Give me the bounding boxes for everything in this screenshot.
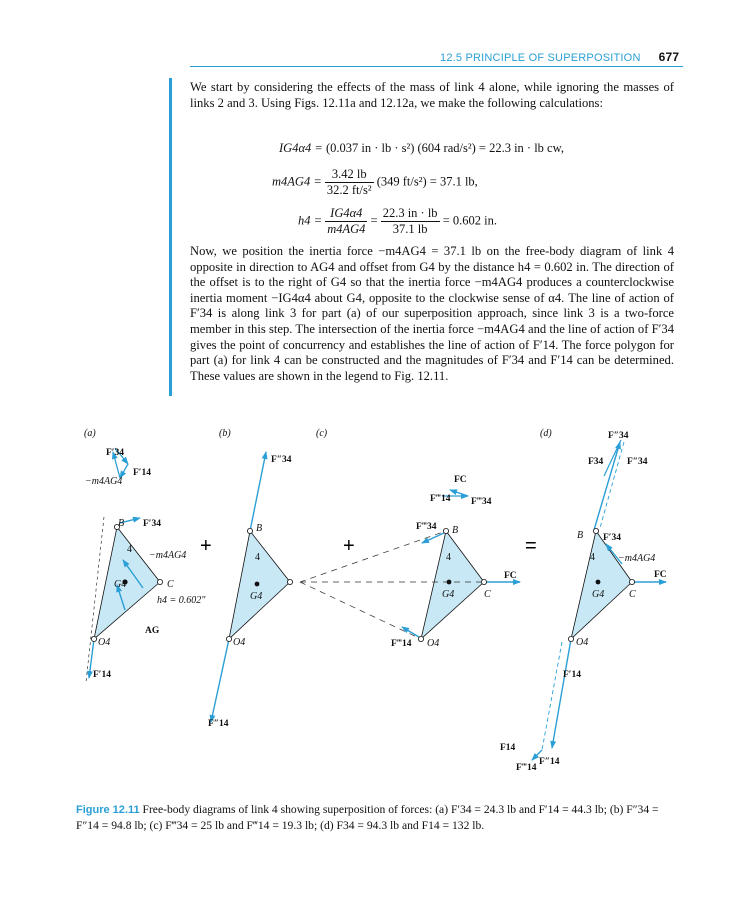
label-ag: AG xyxy=(145,626,160,636)
g4-dot-d xyxy=(596,580,601,585)
label-fc-d: FC xyxy=(654,570,667,580)
label-o4-b: O4 xyxy=(233,637,246,648)
label-f34pp-d2: F″34 xyxy=(627,457,648,467)
dash-line-lower xyxy=(300,582,421,639)
eq3-den1: m4AG4 xyxy=(327,222,366,236)
figure-diagram xyxy=(0,420,737,780)
panel-label-c: (c) xyxy=(316,428,328,439)
f14-dash-d xyxy=(542,642,562,750)
label-g4-b: G4 xyxy=(250,591,263,602)
label-f14pp-d: F″14 xyxy=(539,757,560,767)
g4-dot-b xyxy=(255,582,260,587)
pin-o4-b xyxy=(226,636,231,641)
pin-c-b xyxy=(287,579,292,584)
label-b-a: B xyxy=(118,518,125,529)
eq3-fraction-2 xyxy=(381,206,440,237)
label-c-a: C xyxy=(167,579,174,590)
f34-arrow-d xyxy=(594,442,620,530)
pin-o4-a xyxy=(91,636,96,641)
label-f14pp: F″14 xyxy=(208,719,229,729)
label-f34p-d: F′34 xyxy=(603,533,621,543)
eq2-rhs: (349 ft/s²) = 37.1 lb, xyxy=(376,174,478,189)
label-fc-poly: FC xyxy=(454,475,467,485)
equation-1 xyxy=(279,141,564,156)
eq3-equals: = xyxy=(370,213,378,228)
pin-c-c xyxy=(481,579,486,584)
panel-label-b: (b) xyxy=(219,428,231,439)
g4-dot-c xyxy=(447,580,452,585)
running-head xyxy=(440,50,679,64)
link4-shape-b xyxy=(229,531,290,639)
panel-a xyxy=(85,448,206,682)
plus-operator-1: + xyxy=(200,535,212,557)
f14pp-arrow-b xyxy=(211,639,229,722)
f34pp-dash-d xyxy=(600,442,624,528)
section-title: 12.5 PRINCIPLE OF SUPERPOSITION xyxy=(440,52,641,64)
panel-b xyxy=(208,452,293,729)
caption-text: Free-body diagrams of link 4 showing superposition of forces: (a) F′34 = 24.3 lb and F′14 = 44.3 lb; (b) F″34 = F″14 = 94.8 lb; (c) F‴34 = 25 lb and F‴14 = 19.3 lb; (d) F34 = 94.3 lb and F14 = 132 lb. xyxy=(76,802,659,832)
label-f34ppp-poly: F‴34 xyxy=(471,497,492,507)
eq3-lhs: h4 = xyxy=(298,213,323,228)
label-link4-a: 4 xyxy=(127,544,132,555)
label-b-b: B xyxy=(256,523,263,534)
equals-operator: = xyxy=(525,535,537,557)
link4-shape-c xyxy=(421,531,484,639)
panel-label-d: (d) xyxy=(540,428,552,439)
equation-3 xyxy=(298,206,497,237)
label-f14p-d: F′14 xyxy=(563,670,581,680)
pin-b-b xyxy=(247,528,252,533)
eq2-numerator: 3.42 lb xyxy=(325,167,374,183)
f14ppp-arrow-c xyxy=(402,627,419,637)
pin-c-d xyxy=(629,579,634,584)
label-o4-c: O4 xyxy=(427,638,440,649)
eq1-rhs: (0.037 in · lb · s²) (604 rad/s²) = 22.3 in · lb cw, xyxy=(325,141,564,155)
label-fc-c: FC xyxy=(504,571,517,581)
label-f34p: F′34 xyxy=(106,448,124,458)
pin-o4-c xyxy=(418,636,423,641)
panel-c xyxy=(300,475,520,649)
label-inertia-a: −m4AG4 xyxy=(85,476,123,487)
label-link4-c: 4 xyxy=(446,552,451,563)
label-g4-c: G4 xyxy=(442,589,455,600)
label-c-c: C xyxy=(484,589,491,600)
eq3-num2: 22.3 in · lb xyxy=(382,206,438,220)
label-h4: h4 = 0.602" xyxy=(157,595,206,606)
pin-o4-d xyxy=(568,636,573,641)
label-f14p: F′14 xyxy=(93,670,111,680)
label-inertia-a2: −m4AG4 xyxy=(149,550,187,561)
poly-f34-c xyxy=(450,490,468,496)
eq2-lhs: m4AG4 = xyxy=(272,174,322,189)
label-o4-a: O4 xyxy=(98,637,111,648)
body-paragraph: Now, we position the inertia force −m4AG4 = 37.1 lb on the free-body diagram of link 4 opposite in direction to AG4 and offset from G4 by the distance h4 = 0.602 in. The direction of the offset is to the right of G4 so that the inertia force −m4AG4 produces a counterclockwise inertia moment −IG4α4 about G4, opposite to the clockwise sense of α4. The line of action of F′34 is along link 3 for part (a) of our superposition approach, since link 3 is a two-force member in this step. The intersection of the inertia force −m4AG4 and the line of action of F′34 gives the point of concurrency and establishes the line of action of F′14. The force polygon for part (a) for link 4 can be constructed and the magnitudes of F′34 and F′14 can be determined. These values are shown in the legend to Fig. 12.11. xyxy=(190,244,674,383)
page-number: 677 xyxy=(658,50,680,64)
label-b-c: B xyxy=(452,525,459,536)
f14-arrow-d xyxy=(552,639,571,748)
label-g4-d: G4 xyxy=(592,589,605,600)
caption-label: Figure 12.11 xyxy=(76,803,140,816)
pin-b-d xyxy=(593,528,598,533)
eq3-den2: 37.1 lb xyxy=(392,222,428,236)
dash-line-upper xyxy=(300,531,446,582)
side-bar xyxy=(169,78,172,396)
eq3-num1: IG4α4 xyxy=(325,206,367,222)
intro-paragraph: We start by considering the effects of the mass of link 4 alone, while ignoring the masses of links 2 and 3. Using Figs. 12.11a and 12.12a, we make the following calculations: xyxy=(190,80,674,110)
pin-c-a xyxy=(157,579,162,584)
label-link4-b: 4 xyxy=(255,552,260,563)
label-inertia-d: −m4AG4 xyxy=(618,553,656,564)
pin-b-c xyxy=(443,528,448,533)
label-f14ppp-poly: F‴14 xyxy=(430,494,451,504)
concurrency-line-a xyxy=(86,517,104,682)
label-f34pp: F″34 xyxy=(271,455,292,465)
eq3-rhs: = 0.602 in. xyxy=(442,213,497,228)
panel-label-a: (a) xyxy=(84,428,96,439)
label-f14ppp-d: F‴14 xyxy=(516,763,537,773)
label-f14-d: F14 xyxy=(500,743,516,753)
figure-caption xyxy=(76,802,678,833)
label-f34-d: F34 xyxy=(588,457,604,467)
eq3-fraction-1 xyxy=(325,206,367,237)
eq2-fraction xyxy=(325,167,374,198)
panel-d xyxy=(500,431,667,773)
plus-operator-2: + xyxy=(343,535,355,557)
f34pp-arrow-b xyxy=(250,452,266,531)
link4-shape-d xyxy=(571,531,632,639)
label-b-d: B xyxy=(577,530,584,541)
eq2-denominator: 32.2 ft/s² xyxy=(326,183,372,197)
label-f14p-poly: F′14 xyxy=(133,468,151,478)
equation-2 xyxy=(272,167,478,198)
header-rule xyxy=(190,66,683,67)
label-g4-a: G4 xyxy=(114,579,127,590)
label-f14ppp: F‴14 xyxy=(391,639,412,649)
label-link4-d: 4 xyxy=(590,552,595,563)
label-o4-d: O4 xyxy=(576,637,589,648)
label-f34ppp: F‴34 xyxy=(416,522,437,532)
label-f34pp-d: F″34 xyxy=(608,431,629,441)
eq1-lhs: IG4α4 = xyxy=(279,141,323,155)
label-f34p-pin: F′34 xyxy=(143,519,161,529)
poly-line-d xyxy=(604,440,621,476)
label-c-d: C xyxy=(629,589,636,600)
